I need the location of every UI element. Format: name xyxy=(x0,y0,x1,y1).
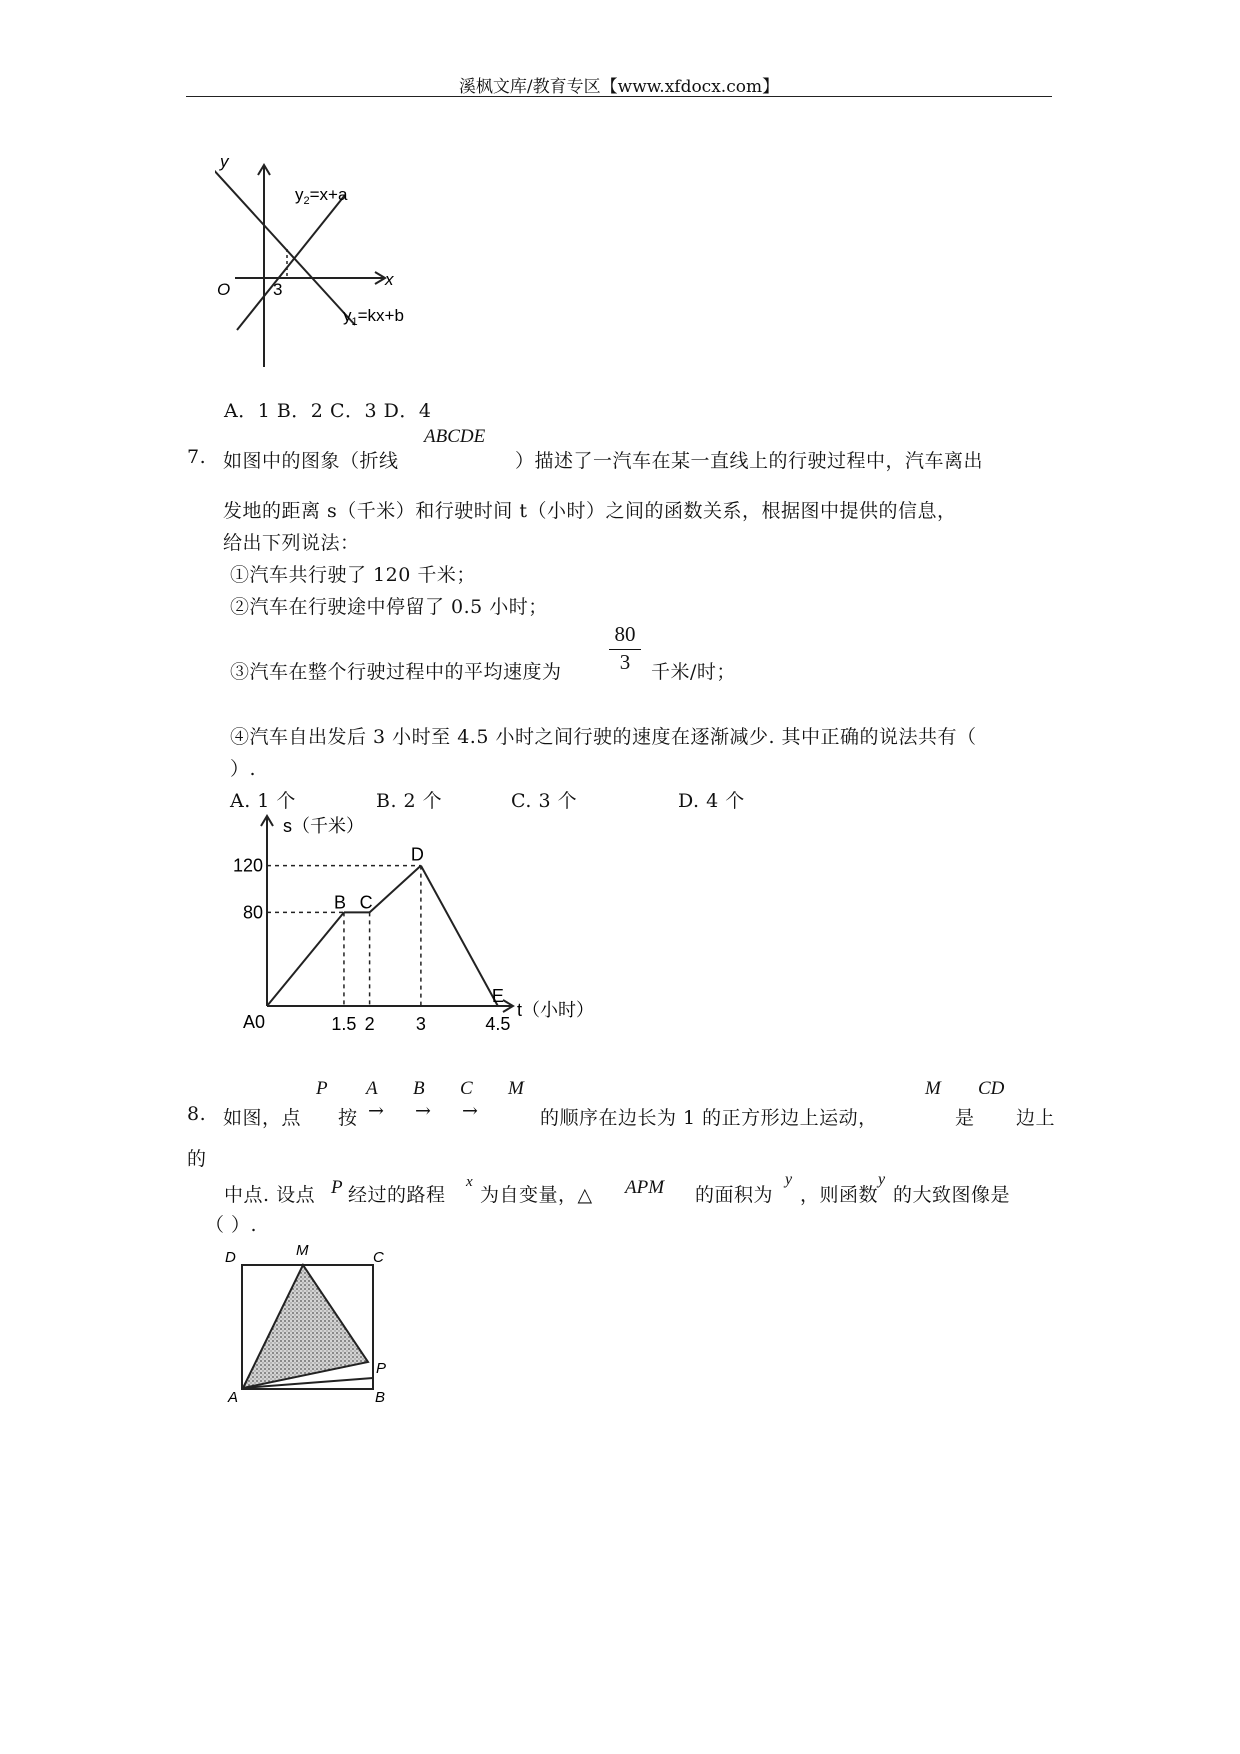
q8-line1d: 是 xyxy=(955,1107,975,1129)
q7-option-a: A. 1 个 xyxy=(230,790,296,812)
figure-square xyxy=(220,1236,400,1406)
q8-line2: 的 xyxy=(187,1148,207,1170)
q8-line1e: 边上 xyxy=(1016,1107,1056,1129)
segment-CD xyxy=(370,866,421,913)
q8-line3a: 中点. 设点 xyxy=(224,1184,316,1206)
point-label-D: D xyxy=(410,844,424,865)
q6-options: A．1 B．2 C．3 D．4 xyxy=(224,400,432,422)
chart-y-label: s（千米） xyxy=(283,816,364,836)
page-header: 溪枫文库/教育专区【www.xfdocx.com】 xyxy=(458,77,780,97)
header-rule xyxy=(186,96,1052,97)
q8-point-m: M xyxy=(508,1078,524,1099)
q8-var-y-2: y xyxy=(878,1171,886,1188)
fig1-origin: O xyxy=(217,280,231,299)
y-tick-label: 80 xyxy=(242,902,263,923)
q8-point-a: A xyxy=(366,1078,378,1099)
x-tick-label: 3 xyxy=(415,1014,426,1034)
figure-lines xyxy=(215,155,475,375)
fig3-label-c: C xyxy=(373,1249,384,1266)
point-label-C: C xyxy=(359,892,373,913)
fig3-label-b: B xyxy=(375,1389,386,1406)
segment-DE xyxy=(421,866,498,1006)
point-label-B: B xyxy=(333,892,346,913)
q7-line2: 发地的距离 s（千米）和行驶时间 t（小时）之间的函数关系，根据图中提供的信息， xyxy=(223,500,957,522)
q8-point-m-2: M xyxy=(925,1078,941,1099)
q7-line3: 给出下列说法： xyxy=(223,532,360,554)
segment-AB xyxy=(267,912,344,1006)
q7-line1a: 如图中的图象（折线 xyxy=(223,450,399,472)
fig3-label-m: M xyxy=(296,1242,309,1259)
fig1-y1-label: $y_1=kx+b$ xyxy=(343,306,404,328)
chart-x-label: t（小时） xyxy=(517,1000,595,1020)
q8-line3c: 为自变量，△ xyxy=(480,1184,593,1206)
q8-line3e: ，则函数 xyxy=(800,1184,879,1206)
x-tick-label: 1.5 xyxy=(331,1014,357,1034)
q8-line4: （ ）. xyxy=(205,1214,258,1236)
q7-statement-4: ④汽车自出发后 3 小时至 4.5 小时之间行驶的速度在逐渐减少. 其中正确的说法共有（ xyxy=(230,726,977,748)
arrow-b-c: → xyxy=(415,1100,432,1122)
fig3-label-a: A xyxy=(228,1389,239,1406)
fraction-numerator: 80 xyxy=(614,622,636,646)
q8-line1a: 如图，点 xyxy=(223,1107,302,1129)
fig1-y2-label: $y_2=x+a$ xyxy=(295,185,348,207)
q8-var-x: x xyxy=(466,1174,473,1190)
q7-statement-2: ②汽车在行驶途中停留了 0.5 小时； xyxy=(230,596,548,618)
fig3-label-p: P xyxy=(376,1360,387,1377)
q8-triangle-apm: APM xyxy=(625,1177,665,1198)
q7-line1b: ）描述了一汽车在某一直线上的行驶过程中，汽车离出 xyxy=(515,450,984,472)
y-tick-label: 120 xyxy=(232,855,263,876)
q8-point-b: B xyxy=(413,1078,425,1099)
q7-option-c: C. 3 个 xyxy=(511,790,578,812)
x-tick-label: 4.5 xyxy=(485,1014,511,1034)
q7-option-d: D. 4 个 xyxy=(678,790,745,812)
q8-var-y: y xyxy=(785,1171,793,1188)
fig3-label-d: D xyxy=(225,1249,236,1266)
q7-statement-3a: ③汽车在整个行驶过程中的平均速度为 xyxy=(230,661,562,683)
x-tick-label: 2 xyxy=(364,1014,375,1034)
q8-point-p-2: P xyxy=(331,1177,343,1198)
fig1-x-label: x xyxy=(385,270,394,289)
fraction-denominator: 3 xyxy=(619,650,631,674)
fig1-tick-3: 3 xyxy=(273,280,283,299)
q8-line3d: 的面积为 xyxy=(695,1184,774,1206)
fig1-y-label: y xyxy=(220,155,229,171)
point-label-E: E xyxy=(491,986,504,1006)
q8-line3f: 的大致图像是 xyxy=(893,1184,1011,1206)
q8-point-p: P xyxy=(316,1078,328,1099)
q8-point-c: C xyxy=(460,1078,473,1099)
q7-statement-1: ①汽车共行驶了 120 千米； xyxy=(230,564,476,586)
chart-origin-label: A0 xyxy=(243,1012,266,1032)
q7-statement-3b: 千米/时； xyxy=(651,661,736,683)
q8-line1c: 的顺序在边长为 1 的正方形边上运动， xyxy=(540,1107,878,1129)
q8-segment-cd: CD xyxy=(978,1078,1005,1099)
shaded-triangle-apm xyxy=(243,1265,368,1388)
q8-number: 8. xyxy=(187,1103,207,1125)
arrow-c-m: → xyxy=(462,1100,479,1122)
q7-statement-4-end: ）. xyxy=(230,758,257,780)
q7-number: 7. xyxy=(187,446,207,468)
line-y2 xyxy=(237,195,345,330)
q8-line3b: 经过的路程 xyxy=(348,1184,446,1206)
fraction-80-over-3 xyxy=(607,622,643,675)
q8-line1b: 按 xyxy=(338,1107,358,1129)
q7-abcde: ABCDE xyxy=(424,426,486,447)
q7-option-b: B. 2 个 xyxy=(376,790,443,812)
arrow-a-b: → xyxy=(368,1100,385,1122)
distance-time-chart xyxy=(225,808,605,1038)
